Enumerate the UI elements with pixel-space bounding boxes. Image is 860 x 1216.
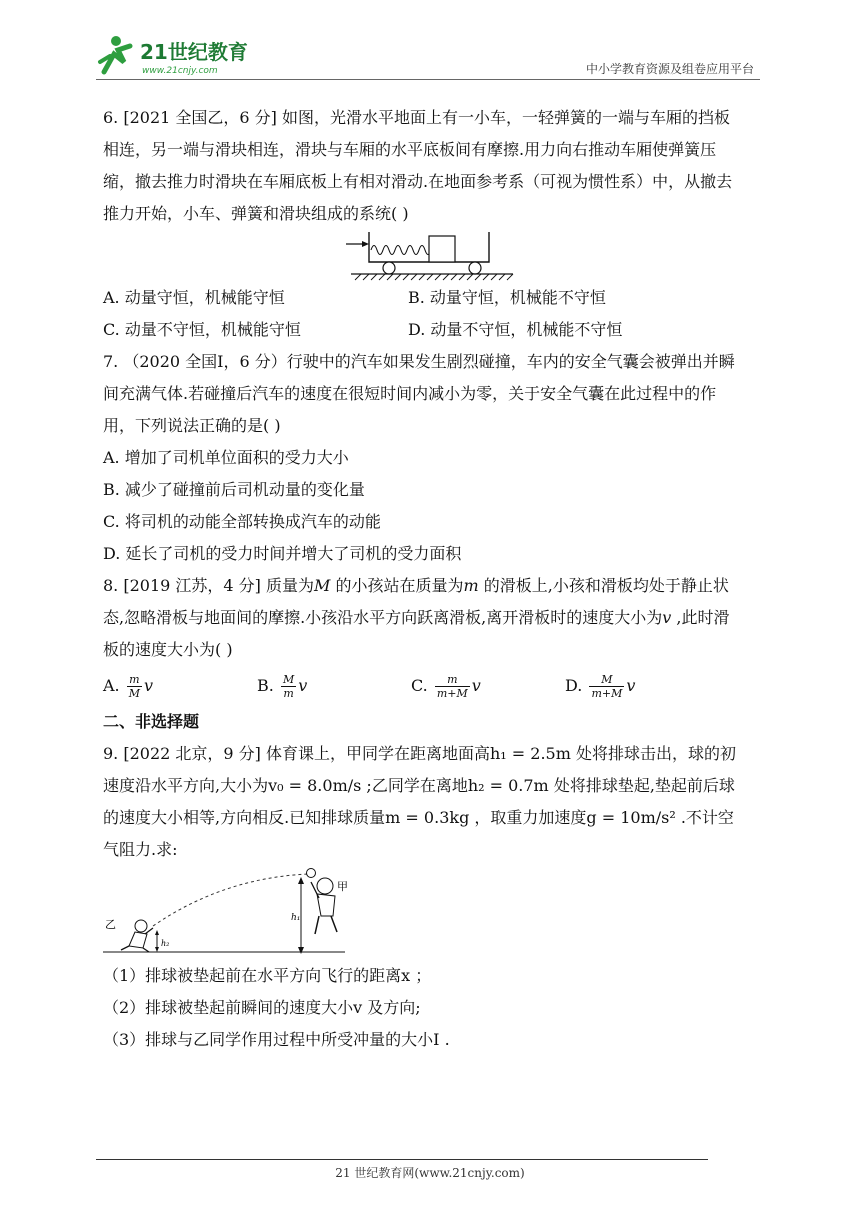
q8-var-M: M: [314, 576, 331, 595]
h1-label: h₁: [291, 913, 301, 923]
fraction: [281, 673, 296, 700]
q8-option-c: [411, 670, 565, 702]
q8-option-b: [257, 670, 411, 702]
q7-option-d: D. 延长了司机的受力时间并增大了司机的受力面积: [103, 544, 462, 563]
q8-stem: [103, 570, 743, 666]
q9-sub-2: （2）排球被垫起前瞬间的速度大小v 及方向;: [103, 998, 421, 1017]
q8-var-m: m: [463, 576, 479, 595]
q9-volleyball-figure: [103, 868, 743, 960]
label-jia: 甲: [337, 880, 348, 893]
footer-divider: [96, 1159, 708, 1160]
q6-stem: 6. [2021 全国乙，6 分] 如图，光滑水平地面上有一小车，一轻弹簧的一端与车厢的挡板相连，另一端与滑块相连，滑块与车厢的水平底板间有摩擦.用力向右推动车厢使弹簧压缩，撤去推力时滑块在车厢底板上有相对滑动.在地面参考系（可视为惯性系）中，从撤去推力开始，小车、弹簧和滑块组成的系统( ): [103, 108, 733, 223]
q8-stem-part: 8. [2019 江苏，4 分] 质量为: [103, 576, 314, 595]
logo-url: www.21cnjy.com: [142, 66, 218, 76]
q9-sub-1: （1）排球被垫起前在水平方向飞行的距离x ；: [103, 966, 432, 985]
q7-stem: 7. （2020 全国Ⅰ，6 分）行驶中的汽车如果发生剧烈碰撞，车内的安全气囊会被弹出并瞬间充满气体.若碰撞后汽车的速度在很短时间内减小为零，关于安全气囊在此过程中的作用，下列说法正确的是( ): [103, 352, 735, 435]
numerator: m: [127, 673, 142, 687]
q8-options: [103, 670, 743, 702]
page-header: [96, 32, 760, 80]
option-var: v: [144, 676, 154, 695]
denominator: M: [128, 687, 140, 700]
platform-name: 中小学教育资源及组卷应用平台: [585, 62, 754, 76]
logo-text: 21世纪教育: [140, 40, 248, 64]
site-logo: [96, 32, 276, 78]
option-var: v: [471, 676, 481, 695]
option-letter: C.: [411, 676, 428, 695]
option-var: v: [626, 676, 636, 695]
h2-label: h₂: [161, 939, 170, 948]
q7-option-c: C. 将司机的动能全部转换成汽车的动能: [103, 512, 381, 531]
q6-option-c: C. 动量不守恒，机械能守恒: [103, 320, 301, 339]
q8-stem-part: 的小孩站在质量为: [330, 576, 464, 595]
label-yi: 乙: [105, 918, 116, 931]
fraction: [127, 673, 142, 700]
page-footer: 21 世纪教育网(www.21cnjy.com): [335, 1166, 525, 1180]
q6-options: [103, 282, 743, 346]
q8-option-d: [565, 670, 719, 702]
q9-stem: 9. [2022 北京，9 分] 体育课上，甲同学在距离地面高h₁ = 2.5m 处将排球击出，球的初速度沿水平方向,大小为v₀ = 8.0m/s ;乙同学在离地h₂ = 0.7m 处将排球垫起,垫起前后球的速度大小相等,方向相反.已知排球质量m = 0.3kg ，取重力加速度g = 10m/s² .不计空气阻力.求:: [103, 744, 736, 859]
fraction: [589, 673, 624, 700]
numerator: M: [589, 673, 624, 687]
numerator: M: [282, 673, 295, 686]
q6-option-d: D. 动量不守恒，机械能不守恒: [408, 320, 623, 339]
q8-option-a: [103, 670, 257, 702]
section-heading: 二、非选择题: [103, 712, 200, 731]
q7-option-a: A. 增加了司机单位面积的受力大小: [103, 448, 349, 467]
question-content: [103, 102, 743, 1056]
q9-sub-3: （3）排球与乙同学作用过程中所受冲量的大小I .: [103, 1030, 450, 1049]
q8-stem-part: ,此时滑板的速度大小为( ): [103, 608, 730, 659]
denominator: m+M: [436, 687, 468, 700]
header-divider: [96, 79, 760, 80]
option-letter: A.: [103, 676, 120, 695]
q8-stem-part: 的滑板上,小孩和滑板均处于静止状态,忽略滑板与地面间的摩擦.小孩沿水平方向跃离滑板,离开滑板时的速度大小为: [103, 576, 729, 627]
fraction: [435, 673, 470, 700]
denominator: m: [283, 687, 294, 700]
option-letter: D.: [565, 676, 583, 695]
q6-cart-figure: [103, 232, 743, 282]
q6-option-a: A. 动量守恒，机械能守恒: [103, 288, 285, 307]
q7-option-b: B. 减少了碰撞前后司机动量的变化量: [103, 480, 365, 499]
q6-option-b: B. 动量守恒，机械能不守恒: [408, 288, 606, 307]
q8-var-v: v: [662, 608, 672, 627]
option-var: v: [298, 676, 308, 695]
option-letter: B.: [257, 676, 274, 695]
numerator: m: [435, 673, 470, 687]
denominator: m+M: [591, 687, 623, 700]
